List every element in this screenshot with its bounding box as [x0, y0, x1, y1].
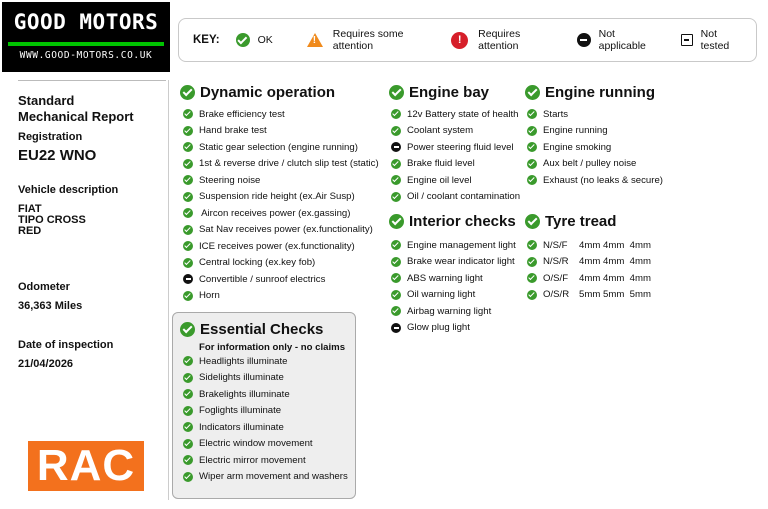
checklist-item — [391, 237, 516, 254]
minus-circle-icon — [391, 323, 401, 333]
checklist-item — [183, 469, 348, 486]
checklist-item — [391, 172, 520, 189]
vehicle-model: TIPO CROSS — [18, 214, 86, 226]
checklist-item — [391, 106, 520, 123]
essential-title-text: Essential Checks — [200, 321, 324, 338]
minus-circle-icon — [577, 33, 591, 47]
check-circle-icon — [527, 159, 537, 169]
essential-subtitle: For information only - no claims — [199, 342, 346, 353]
checklist-item-label: Electric mirror movement — [199, 454, 306, 466]
check-circle-icon — [183, 208, 193, 218]
checklist-item-label: Sat Nav receives power (ex.functionality) — [199, 224, 373, 236]
attention-circle-icon: ! — [451, 32, 468, 49]
checklist-item-label: Headlights illuminate — [199, 355, 288, 367]
interior-section-title — [389, 213, 516, 230]
checklist-item — [183, 238, 379, 255]
report-title-line1: Standard — [18, 93, 75, 108]
good-motors-logo — [2, 2, 170, 72]
warning-triangle-icon — [307, 33, 323, 47]
checklist-item — [527, 237, 651, 254]
key-item-not-applicable — [577, 28, 657, 52]
engine-bay-section-title — [389, 84, 489, 101]
vehicle-description — [18, 204, 86, 237]
checklist-item-label: Engine management light — [407, 239, 516, 251]
checklist-item-label: Indicators illuminate — [199, 421, 284, 433]
odometer-value: 36,363 Miles — [18, 300, 83, 312]
checklist-item — [391, 254, 516, 271]
checklist-item-label: Brakelights illuminate — [199, 388, 290, 400]
checklist-item — [391, 123, 520, 140]
vehicle-colour: RED — [18, 225, 42, 237]
interior-title-text: Interior checks — [409, 213, 516, 230]
checklist-item-label: Exhaust (no leaks & secure) — [543, 174, 663, 186]
checklist-item-label: Horn — [199, 290, 220, 302]
tyre-section-title — [525, 213, 616, 230]
checklist-item-label: Static gear selection (engine running) — [199, 141, 358, 153]
registration-label: Registration — [18, 131, 83, 143]
check-circle-icon — [183, 109, 193, 119]
checklist-item — [527, 254, 651, 271]
key-text-attention: Requires attention — [478, 28, 521, 52]
report-title-line2: Mechanical Report — [18, 109, 134, 124]
checklist-item — [391, 139, 520, 156]
dynamic-section-title — [180, 84, 335, 101]
engine-running-title-text: Engine running — [545, 84, 655, 101]
checklist-item-label: Sidelights illuminate — [199, 372, 284, 384]
check-circle-icon — [183, 258, 193, 268]
minus-circle-icon — [183, 274, 193, 284]
checklist-item — [527, 123, 663, 140]
checklist-item — [391, 303, 516, 320]
checklist-item-label: Brake wear indicator light — [407, 256, 515, 268]
check-circle-icon — [391, 126, 401, 136]
checklist-item — [183, 222, 379, 239]
tyre-tread-values: 4mm 4mm 4mm — [579, 272, 651, 284]
vehicle-label: Vehicle description — [18, 184, 119, 196]
key-item-ok — [236, 33, 273, 47]
checklist-item — [527, 156, 663, 173]
check-circle-icon — [391, 273, 401, 283]
status-key — [178, 18, 757, 62]
check-circle-icon — [527, 257, 537, 267]
dynamic-title-text: Dynamic operation — [200, 84, 336, 101]
checklist-item — [391, 320, 516, 337]
checklist-item — [391, 287, 516, 304]
check-circle-icon — [183, 159, 193, 169]
checklist-item — [183, 189, 379, 206]
key-item-not-tested — [681, 28, 742, 52]
tyre-list — [527, 237, 651, 303]
check-circle-icon — [183, 472, 193, 482]
checklist-item — [391, 189, 520, 206]
check-circle-icon — [183, 126, 193, 136]
checklist-item — [183, 172, 379, 189]
checklist-item-label: Engine smoking — [543, 141, 612, 153]
check-circle-icon — [183, 225, 193, 235]
check-circle-icon — [183, 241, 193, 251]
check-circle-icon — [180, 85, 195, 100]
check-circle-icon — [389, 85, 404, 100]
check-circle-icon — [391, 175, 401, 185]
key-text-ok: OK — [257, 34, 273, 46]
tyre-tread-values: 4mm 4mm 4mm — [579, 256, 651, 268]
tyre-tread-values: 5mm 5mm 5mm — [579, 289, 651, 301]
check-circle-icon — [391, 240, 401, 250]
checklist-item-label: Engine running — [543, 125, 608, 137]
logo-brand: GOOD MOTORS — [13, 10, 159, 34]
check-circle-icon — [391, 306, 401, 316]
checklist-item-label: Suspension ride height (ex.Air Susp) — [199, 191, 355, 203]
checklist-item — [183, 156, 379, 173]
checklist-item-label: Steering noise — [199, 174, 261, 186]
engine-running-list — [527, 106, 663, 189]
check-circle-icon — [183, 439, 193, 449]
check-circle-icon — [180, 322, 195, 337]
check-circle-icon — [183, 356, 193, 366]
check-circle-icon — [527, 273, 537, 283]
checklist-item-label: Electric window movement — [199, 438, 313, 450]
checklist-item — [183, 452, 348, 469]
checklist-item-label: ICE receives power (ex.functionality) — [199, 240, 355, 252]
key-label: KEY: — [193, 34, 220, 46]
key-item-attention — [451, 28, 552, 52]
key-text-not-tested: Not tested — [700, 28, 730, 52]
checklist-item-label: Glow plug light — [407, 322, 470, 334]
checklist-item-label: Aux belt / pulley noise — [543, 158, 637, 170]
checklist-item — [527, 172, 663, 189]
check-circle-icon — [391, 257, 401, 267]
checklist-item-label: Engine oil level — [407, 174, 472, 186]
checklist-item-label: 1st & reverse drive / clutch slip test (static) — [199, 158, 379, 170]
checklist-item-label: N/S/F — [543, 239, 568, 251]
checklist-item-label: O/S/F — [543, 272, 569, 284]
check-circle-icon — [183, 455, 193, 465]
checklist-item — [183, 271, 379, 288]
checklist-item-label: Airbag warning light — [407, 305, 492, 317]
checklist-item-label: 12v Battery state of health — [407, 108, 519, 120]
checklist-item — [527, 287, 651, 304]
checklist-item-label: Aircon receives power (ex.gassing) — [199, 207, 351, 219]
odometer-label: Odometer — [18, 281, 70, 293]
report-title — [18, 93, 134, 125]
check-circle-icon — [527, 175, 537, 185]
minus-circle-icon — [391, 142, 401, 152]
key-text-not-applicable: Not applicable — [598, 28, 646, 52]
check-circle-icon — [391, 159, 401, 169]
column-divider — [168, 80, 169, 500]
checklist-item — [527, 139, 663, 156]
checklist-item — [527, 270, 651, 287]
check-circle-icon — [183, 142, 193, 152]
rac-logo: RAC — [28, 441, 144, 491]
check-circle-icon — [525, 214, 540, 229]
check-circle-icon — [527, 126, 537, 136]
checklist-item-label: Oil warning light — [407, 289, 476, 301]
checklist-item — [183, 436, 348, 453]
dynamic-list — [183, 106, 379, 304]
checklist-item-label: O/S/R — [543, 289, 570, 301]
check-circle-icon — [391, 192, 401, 202]
essential-section-title — [180, 321, 323, 338]
date-label: Date of inspection — [18, 339, 114, 351]
engine-running-section-title — [525, 84, 655, 101]
checklist-item — [183, 386, 348, 403]
interior-list — [391, 237, 516, 336]
minus-square-icon — [681, 34, 693, 46]
checklist-item-label: Brake efficiency test — [199, 108, 285, 120]
logo-url: WWW.GOOD-MOTORS.CO.UK — [19, 50, 153, 61]
check-circle-icon — [183, 291, 193, 301]
checklist-item-label: N/S/R — [543, 256, 569, 268]
check-circle-icon — [183, 175, 193, 185]
engine-bay-title-text: Engine bay — [409, 84, 490, 101]
left-divider — [18, 80, 166, 81]
checklist-item-label: Convertible / sunroof electrics — [199, 273, 326, 285]
check-circle-icon — [389, 214, 404, 229]
essential-list — [183, 353, 348, 485]
checklist-item — [183, 255, 379, 272]
checklist-item-label: ABS warning light — [407, 272, 483, 284]
check-circle-icon — [527, 109, 537, 119]
check-circle-icon — [527, 240, 537, 250]
engine-bay-list — [391, 106, 520, 205]
checklist-item — [183, 205, 379, 222]
check-circle-icon — [183, 192, 193, 202]
checklist-item — [183, 139, 379, 156]
checklist-item-label: Central locking (ex.key fob) — [199, 257, 316, 269]
check-circle-icon — [525, 85, 540, 100]
registration-value: EU22 WNO — [18, 147, 97, 164]
vehicle-make: FIAT — [18, 203, 42, 215]
checklist-item-label: Starts — [543, 108, 569, 120]
logo-bar — [8, 42, 164, 46]
checklist-item — [183, 419, 348, 436]
check-circle-icon — [183, 373, 193, 383]
checklist-item-label: Foglights illuminate — [199, 405, 282, 417]
checklist-item-label: Coolant system — [407, 125, 474, 137]
checklist-item — [391, 270, 516, 287]
checklist-item — [183, 288, 379, 305]
check-circle-icon — [527, 142, 537, 152]
key-item-some-attention — [307, 28, 433, 52]
key-text-some-attention: Requires some attention — [332, 28, 404, 52]
checklist-item — [183, 106, 379, 123]
checklist-item — [183, 403, 348, 420]
tyre-tread-values: 4mm 4mm 4mm — [579, 239, 651, 251]
checklist-item — [183, 370, 348, 387]
checklist-item — [183, 353, 348, 370]
tyre-title-text: Tyre tread — [545, 213, 617, 230]
check-circle-icon — [236, 33, 250, 47]
check-circle-icon — [183, 389, 193, 399]
date-value: 21/04/2026 — [18, 358, 74, 370]
checklist-item-label: Oil / coolant contamination — [407, 191, 521, 203]
checklist-item — [183, 123, 379, 140]
check-circle-icon — [391, 290, 401, 300]
checklist-item-label: Wiper arm movement and washers — [199, 471, 348, 483]
checklist-item — [391, 156, 520, 173]
checklist-item-label: Power steering fluid level — [407, 141, 514, 153]
check-circle-icon — [183, 422, 193, 432]
checklist-item-label: Brake fluid level — [407, 158, 475, 170]
checklist-item-label: Hand brake test — [199, 125, 267, 137]
check-circle-icon — [183, 406, 193, 416]
check-circle-icon — [527, 290, 537, 300]
checklist-item — [527, 106, 663, 123]
check-circle-icon — [391, 109, 401, 119]
